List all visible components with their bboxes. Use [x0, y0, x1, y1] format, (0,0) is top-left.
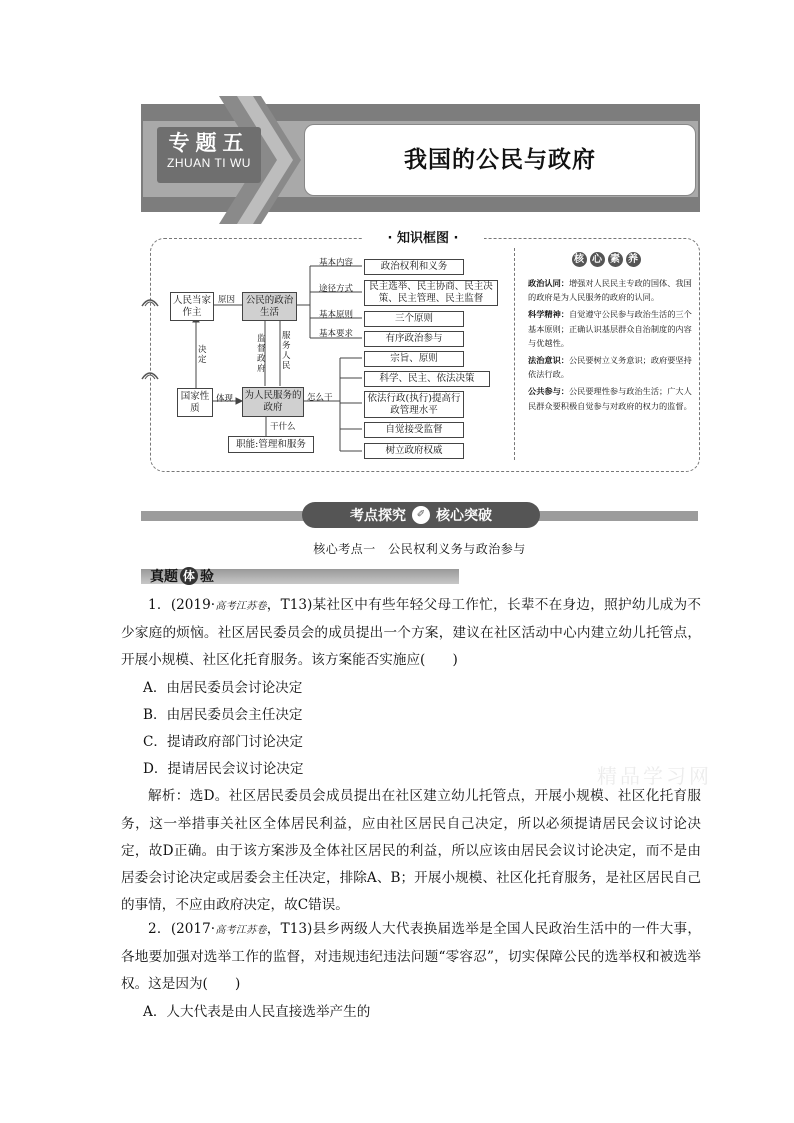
label-decide: 决定 [198, 345, 207, 365]
topic-number: 专题五 [168, 131, 250, 155]
core-literacy-badge: 核 心 素 养 [565, 252, 647, 270]
box-people-masters: 人民当家作主 [170, 292, 214, 321]
core-item: 法治意识：公民要树立义务意识；政府要坚持依法行政。 [528, 355, 692, 380]
box-national-nature: 国家性质 [177, 388, 213, 417]
topic-pinyin: ZHUAN TI WU [167, 156, 251, 170]
option-b: B．由居民委员会主任决定 [143, 706, 303, 723]
core-literacy-list [528, 276, 694, 416]
question-1 [121, 592, 701, 919]
label-how: 怎么干 [307, 393, 333, 403]
label-supervise-government: 监督政府 [257, 334, 266, 374]
box-lawful-administration: 依法行政(执行)提高行政管理水平 [364, 391, 464, 418]
box-government-functions: 职能:管理和服务 [228, 436, 314, 453]
box-scientific-decision: 科学、民主、依法决策 [364, 371, 490, 387]
label-serve-people: 服务人民 [282, 331, 291, 371]
question-stem: 2．(2017·高考江苏卷，T13)县乡两级人大代表换届选举是全国人民政治生活中的一件大事，各地要加强对选举工作的监督，对违规违纪违法问题“零容忍”，切实保障公民的选举权和被选举权。这是因为( ) [121, 921, 702, 993]
label-basic-requirements: 基本要求 [319, 329, 354, 339]
section-heading: 考点探究 ✐ 核心突破 [302, 502, 540, 528]
section-subtitle: 核心考点一 公民权利义务与政治参与 [313, 542, 526, 556]
box-rights-duties: 政治权利和义务 [364, 259, 464, 275]
analysis: 解析：选D。社区居民委员会成员提出在社区建立幼儿托管点，开展小规模、社区化托育服务，这一举措事关社区全体居民利益，应由社区居民自己决定，所以必须提请居民会议讨论决定，故D正确。由于该方案涉及全体社区居民的利益，所以应该由居民会议讨论决定，而不是由居委会讨论决定或居委会主任决定，排除A、B；开展小规模、社区化托育服务，是社区居民自己的事情，不应由政府决定，故C错误。 [121, 788, 701, 914]
label-basic-content: 基本内容 [319, 258, 354, 268]
option-a: A．由居民委员会讨论决定 [143, 679, 303, 696]
core-item: 政治认同：增强对人民民主专政的国体、我国的政府是为人民服务的政府的认同。 [528, 278, 692, 303]
option-d: D．提请居民会议讨论决定 [143, 761, 304, 778]
core-item: 公共参与：公民要理性参与政治生活；广大人民群众要积极自觉参与对政府的权力的监督。 [528, 386, 692, 411]
box-democracy-ways: 民主选举、民主协商、民主决策、民主管理、民主监督 [364, 280, 498, 306]
page-title: 我国的公民与政府 [404, 147, 596, 173]
box-purpose-principles: 宗旨、原则 [364, 351, 464, 367]
core-item: 科学精神：自觉遵守公民参与政治生活的三个基本原则；正确认识基层群众自治制度的内容与优越性。 [528, 309, 692, 348]
label-embody: 体现 [216, 394, 234, 404]
box-government-authority: 树立政府权威 [364, 443, 464, 459]
frame-title: · 知识框图 · [362, 228, 484, 250]
box-accept-supervision: 自觉接受监督 [364, 422, 464, 438]
label-reason: 原因 [218, 295, 236, 305]
watermark: 精品学习网 [597, 764, 712, 788]
question-stem: 1．(2019·高考江苏卷，T13)某社区中有些年轻父母工作忙，长辈不在身边，照护幼儿成为不少家庭的烦恼。社区居民委员会的成员提出一个方案，建议在社区活动中心内建立幼儿托管点，开展小规模、社区化托育服务。该方案能否实施应( ) [121, 597, 702, 669]
box-citizen-political-life: 公民的政治生活 [242, 292, 297, 321]
option-a: A．人大代表是由人民直接选举产生的 [143, 1003, 371, 1020]
pen-icon: ✐ [412, 506, 430, 524]
box-service-government: 为人民服务的政府 [242, 387, 304, 417]
label-what: 干什么 [270, 422, 296, 432]
label-approaches: 途径方式 [319, 284, 354, 294]
question-2 [121, 916, 701, 1026]
label-basic-principles: 基本原则 [319, 310, 354, 320]
box-three-principles: 三个原则 [364, 311, 464, 327]
frame-divider [514, 248, 515, 460]
box-orderly-participation: 有序政治参与 [364, 331, 464, 347]
real-exam-label: 真题 体 验 [150, 569, 214, 585]
option-c: C．提请政府部门讨论决定 [143, 734, 303, 751]
